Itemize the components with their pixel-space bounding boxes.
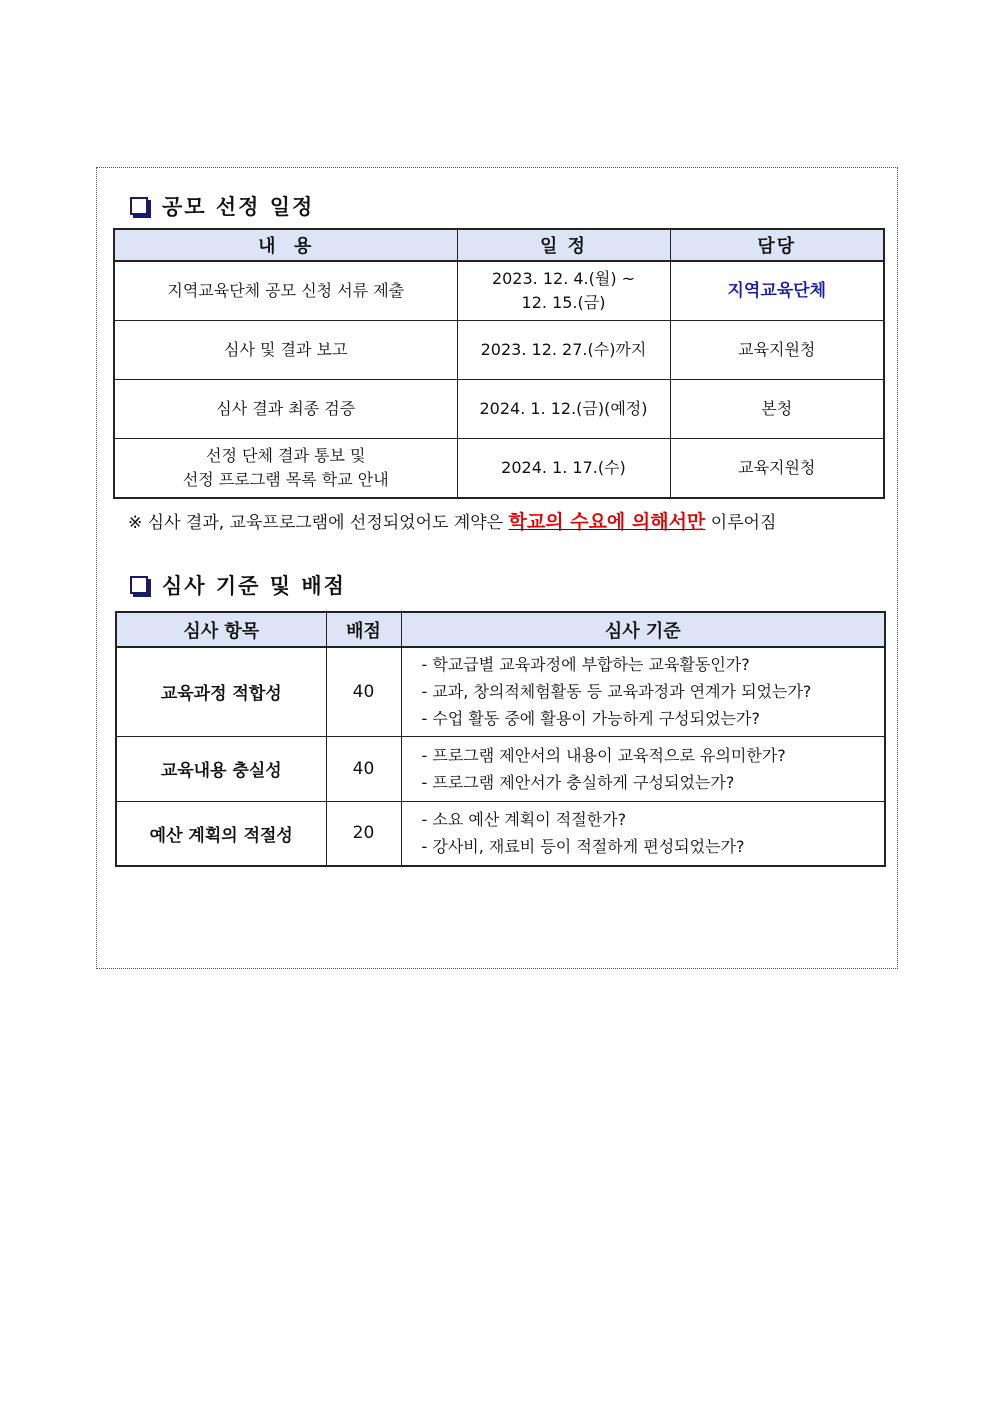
header-owner: 담당 — [670, 229, 884, 261]
schedule-table — [113, 228, 885, 499]
header-date: 일 정 — [457, 229, 670, 261]
schedule-header-row — [114, 229, 884, 261]
row-criteria — [401, 801, 885, 866]
row-item: 교육내용 충실성 — [116, 736, 326, 801]
criteria-line: - 소요 예산 계획이 적절한가? — [421, 810, 627, 830]
table-row — [116, 647, 885, 736]
criteria-line: - 수업 활동 중에 활용이 가능하게 구성되었는가? — [421, 709, 760, 729]
row-content: 선정 단체 결과 통보 및 선정 프로그램 목록 학교 안내 — [114, 439, 457, 499]
row-content: 지역교육단체 공모 신청 서류 제출 — [114, 261, 457, 321]
criteria-line: - 학교급별 교육과정에 부합하는 교육활동인가? — [421, 655, 750, 675]
table-row — [114, 261, 884, 321]
criteria-line: - 프로그램 제안서의 내용이 교육적으로 유의미한가? — [421, 745, 786, 765]
row-score: 20 — [326, 801, 401, 866]
row-date: 2023. 12. 4.(월) ~ 12. 15.(금) — [457, 261, 670, 321]
note-prefix: ※ 심사 결과, 교육프로그램에 선정되었어도 계약은 — [128, 513, 509, 533]
table-row — [114, 439, 884, 499]
criteria-heading — [130, 570, 346, 600]
row-date: 2023. 12. 27.(수)까지 — [457, 321, 670, 380]
row-date: 2024. 1. 17.(수) — [457, 439, 670, 499]
schedule-heading — [130, 191, 314, 221]
row-content: 심사 및 결과 보고 — [114, 321, 457, 380]
criteria-line: - 교과, 창의적체험활동 등 교육과정과 연계가 되었는가? — [421, 682, 812, 702]
row-score: 40 — [326, 736, 401, 801]
header-content: 내 용 — [114, 229, 457, 261]
criteria-line: - 강사비, 재료비 등이 적절하게 편성되었는가? — [421, 837, 745, 857]
checkbox-square-icon — [130, 576, 148, 594]
table-row — [114, 321, 884, 380]
table-row — [116, 736, 885, 801]
criteria-line: - 프로그램 제안서가 충실하게 구성되었는가? — [421, 772, 735, 792]
row-item: 예산 계획의 적절성 — [116, 801, 326, 866]
row-score: 40 — [326, 647, 401, 736]
row-owner: 본청 — [670, 380, 884, 439]
row-owner: 교육지원청 — [670, 439, 884, 499]
row-criteria — [401, 736, 885, 801]
note-highlight: 학교의 수요에 의해서만 — [508, 511, 706, 533]
row-owner: 교육지원청 — [670, 321, 884, 380]
header-item: 심사 항목 — [116, 612, 326, 647]
criteria-heading-text: 심사 기준 및 배점 — [162, 573, 346, 598]
row-content: 심사 결과 최종 검증 — [114, 380, 457, 439]
criteria-table — [115, 611, 886, 867]
header-score: 배점 — [326, 612, 401, 647]
table-row — [116, 801, 885, 866]
header-criteria: 심사 기준 — [401, 612, 885, 647]
table-row — [114, 380, 884, 439]
contract-note — [128, 507, 776, 534]
row-date: 2024. 1. 12.(금)(예정) — [457, 380, 670, 439]
note-suffix: 이루어짐 — [705, 513, 777, 533]
row-item: 교육과정 적합성 — [116, 647, 326, 736]
schedule-heading-text: 공모 선정 일정 — [162, 194, 315, 219]
row-owner: 지역교육단체 — [670, 261, 884, 321]
criteria-header-row — [116, 612, 885, 647]
checkbox-square-icon — [130, 197, 148, 215]
row-criteria — [401, 647, 885, 736]
